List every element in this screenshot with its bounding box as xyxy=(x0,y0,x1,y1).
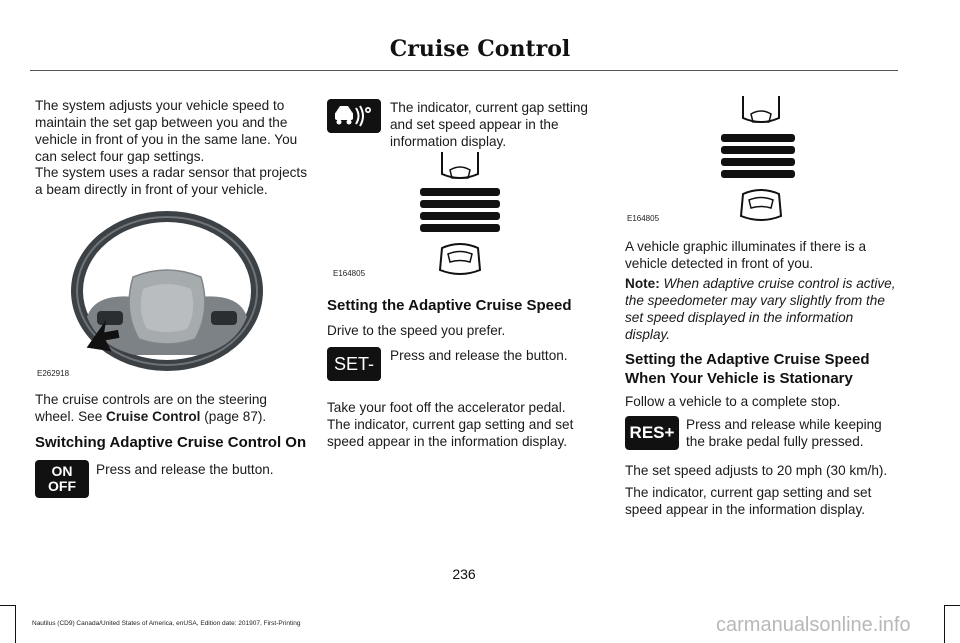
foot-off-paragraph: Take your foot off the accelerator pedal. xyxy=(327,400,566,415)
indicator-appear-paragraph: The indicator, current gap setting and set speed appear in the information display. xyxy=(327,417,574,449)
follow-paragraph: Follow a vehicle to a complete stop. xyxy=(625,394,841,409)
page-title: Cruise Control xyxy=(389,36,571,62)
gap-bar-2 xyxy=(420,200,500,208)
title-divider xyxy=(30,70,898,71)
res-plus-button-icon: RES+ xyxy=(625,416,679,450)
set-instruction: Press and release the button. xyxy=(390,348,568,363)
steering-wheel-icon xyxy=(35,207,267,379)
gap-bar-2 xyxy=(721,146,795,154)
edition-footer: Nautilus (CD9) Canada/United States of America, enUSA, Edition date: 201907, First-Printing xyxy=(32,620,301,627)
radar-paragraph: The system uses a radar sensor that projects a beam directly in front of your vehicle. xyxy=(35,165,307,197)
indicator-appear-paragraph: The indicator, current gap setting and set speed appear in the information display. xyxy=(625,485,872,517)
drive-paragraph: Drive to the speed you prefer. xyxy=(327,323,506,338)
watermark: carmanualsonline.info xyxy=(716,614,911,636)
crop-mark xyxy=(944,605,945,643)
gap-bar-4 xyxy=(420,224,500,232)
section-heading-setting-speed: Setting the Adaptive Cruise Speed xyxy=(327,297,572,314)
on-off-instruction: Press and release the button. xyxy=(96,462,274,477)
res-instruction: Press and release while keeping the brake pedal fully pressed. xyxy=(686,417,882,449)
set-speed-paragraph: The set speed adjusts to 20 mph (30 km/h). xyxy=(625,463,888,478)
set-minus-button-icon: SET- xyxy=(327,347,381,381)
section-heading-stationary: Setting the Adaptive Cruise Speed When Your Vehicle is Stationary xyxy=(625,351,870,387)
speedometer-note: Note: When adaptive cruise control is active, the speedometer may vary slightly from the set speed displayed in the information display. xyxy=(625,276,896,342)
crop-mark xyxy=(0,605,15,606)
controls-paragraph: The cruise controls are on the steering wheel. See Cruise Control (page 87). xyxy=(35,392,267,424)
figure-code: E164805 xyxy=(627,214,660,223)
cruise-control-link[interactable]: Cruise Control xyxy=(106,409,201,424)
indicator-paragraph: The indicator, current gap setting and set speed appear in the information display. xyxy=(390,100,588,149)
intro-paragraph: The system adjusts your vehicle speed to maintain the set gap between you and the vehicle in front of you in the same lane. You can select four gap settings. xyxy=(35,98,298,164)
own-vehicle-icon xyxy=(430,238,490,280)
section-heading-switching-on: Switching Adaptive Cruise Control On xyxy=(35,434,307,451)
gap-bar-1 xyxy=(721,134,795,142)
crop-mark xyxy=(15,605,16,643)
adaptive-cruise-indicator-icon xyxy=(327,99,381,133)
gap-display-figure xyxy=(625,96,895,226)
figure-code: E164805 xyxy=(333,269,366,278)
figure-code: E262918 xyxy=(37,369,70,378)
vehicle-graphic-paragraph: A vehicle graphic illuminates if there is a vehicle detected in front of you. xyxy=(625,239,867,271)
vehicle-ahead-icon xyxy=(430,152,490,184)
own-vehicle-icon xyxy=(731,184,791,226)
gap-display-figure xyxy=(330,152,600,280)
gap-bar-1 xyxy=(420,188,500,196)
on-off-button-icon: ON OFF xyxy=(35,460,89,498)
page-number: 236 xyxy=(452,566,476,582)
gap-bar-3 xyxy=(420,212,500,220)
steering-wheel-figure xyxy=(35,207,267,379)
gap-bar-3 xyxy=(721,158,795,166)
crop-mark xyxy=(945,605,960,606)
vehicle-ahead-icon xyxy=(731,96,791,128)
gap-bar-4 xyxy=(721,170,795,178)
